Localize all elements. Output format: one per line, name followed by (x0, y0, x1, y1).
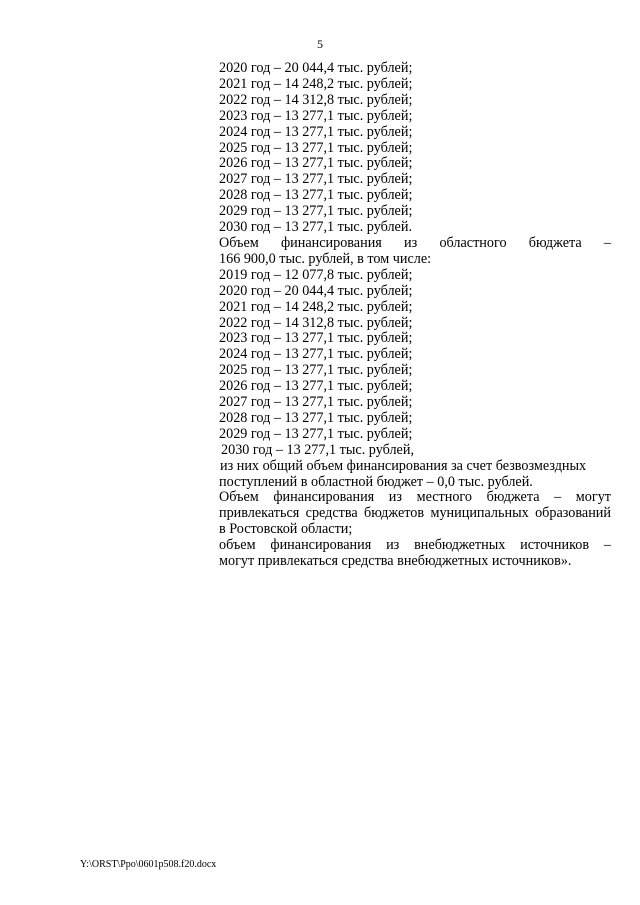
paragraph-line: Объем финансирования из местного бюджета – могут (219, 489, 611, 506)
list-item: 2020 год – 20 044,4 тыс. рублей; (219, 282, 413, 299)
list-item: 2030 год – 13 277,1 тыс. рублей, (221, 441, 414, 458)
paragraph-line: могут привлекаться средства внебюджетных источников». (219, 553, 572, 570)
list-item: 2022 год – 14 312,8 тыс. рублей; (219, 91, 413, 108)
footer-file-path: Y:\ORST\Ppo\0601p508.f20.docx (80, 859, 217, 870)
list-item: 2029 год – 13 277,1 тыс. рублей; (219, 203, 413, 220)
regional-budget-paragraph (219, 236, 611, 268)
list-item: 2022 год – 14 312,8 тыс. рублей; (219, 314, 413, 331)
list-item: 2023 год – 13 277,1 тыс. рублей; (219, 330, 413, 347)
gratuitous-receipts-paragraph (219, 459, 611, 491)
list-item: 2021 год – 14 248,2 тыс. рублей; (219, 298, 413, 315)
page-number: 5 (317, 37, 323, 51)
list-item: 2025 год – 13 277,1 тыс. рублей; (219, 362, 413, 379)
list-item: 2020 год – 20 044,4 тыс. рублей; (219, 60, 413, 76)
list-item: 2023 год – 13 277,1 тыс. рублей; (219, 107, 413, 124)
paragraph-line: Объем финансирования из областного бюджета – (219, 234, 611, 251)
list-item: 2029 год – 13 277,1 тыс. рублей; (219, 425, 413, 442)
list-item: 2021 год – 14 248,2 тыс. рублей; (219, 75, 413, 92)
list-item: 2027 год – 13 277,1 тыс. рублей; (219, 394, 413, 411)
local-budget-paragraph (219, 490, 611, 538)
list-item: 2027 год – 13 277,1 тыс. рублей; (219, 171, 413, 188)
list-item: 2019 год – 12 077,8 тыс. рублей; (219, 266, 413, 283)
funding-list-a (219, 61, 611, 236)
paragraph-line: из них общий объем финансирования за счет безвозмездных (220, 457, 587, 474)
list-item: 2026 год – 13 277,1 тыс. рублей; (219, 378, 413, 395)
paragraph-line: 166 900,0 тыс. рублей, в том числе: (219, 250, 432, 267)
paragraph-line: привлекаться средства бюджетов муниципальных образований (219, 505, 611, 522)
paragraph-line: объем финансирования из внебюджетных источников – (219, 537, 611, 554)
list-item: 2024 год – 13 277,1 тыс. рублей; (219, 123, 413, 140)
list-item: 2025 год – 13 277,1 тыс. рублей; (219, 139, 413, 156)
extrabudgetary-paragraph (219, 538, 611, 570)
list-item: 2030 год – 13 277,1 тыс. рублей. (219, 219, 412, 236)
list-item: 2028 год – 13 277,1 тыс. рублей; (219, 187, 413, 204)
list-item: 2028 год – 13 277,1 тыс. рублей; (219, 409, 413, 426)
document-body (219, 61, 611, 570)
list-item: 2024 год – 13 277,1 тыс. рублей; (219, 346, 413, 363)
list-item: 2026 год – 13 277,1 тыс. рублей; (219, 155, 413, 172)
paragraph-line: в Ростовской области; (219, 521, 353, 538)
funding-list-b (219, 268, 611, 459)
paragraph-line: поступлений в областной бюджет – 0,0 тыс. рублей. (219, 473, 533, 490)
